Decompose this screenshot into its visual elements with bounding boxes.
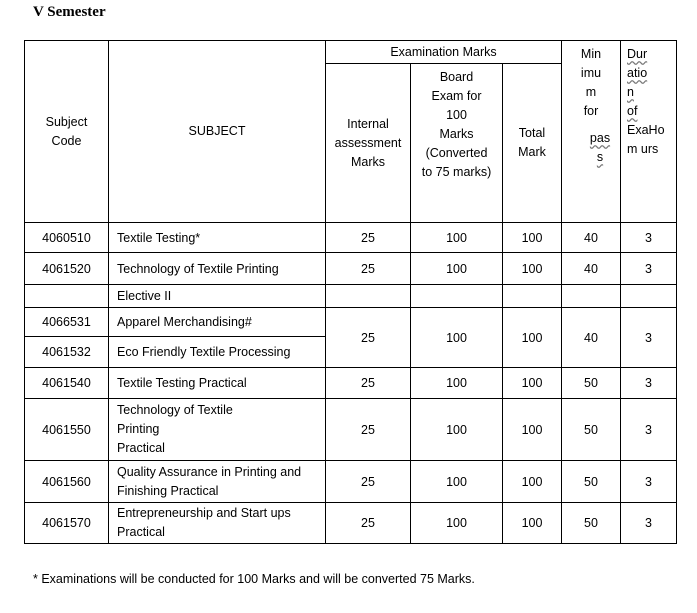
table-row: 4061570 Entrepreneurship and Start ups Practical 25 100 100 50 3 (25, 503, 677, 544)
header-min-pass: Min imu m for pas s (562, 41, 621, 223)
header-board: Board Exam for 100 Marks (Converted to 75 marks) (411, 64, 503, 223)
header-internal: Internal assessment Marks (326, 64, 411, 223)
table-row: 4061540 Textile Testing Practical 25 100 100 50 3 (25, 368, 677, 399)
table-row: 4060510 Textile Testing* 25 100 100 40 3 (25, 223, 677, 253)
header-duration: Dur atio n of ExaHo m urs (621, 41, 677, 223)
footnote: * Examinations will be conducted for 100 Marks and will be converted 75 Marks. (33, 572, 475, 586)
elective-label: Elective II (109, 285, 326, 308)
header-subject: SUBJECT (109, 41, 326, 223)
marks-table (24, 40, 677, 544)
table-row: 4061550 Technology of Textile Printing Practical 25 100 100 50 3 (25, 399, 677, 461)
header-exam-marks: Examination Marks (326, 41, 562, 64)
header-subject-code: Subject Code (25, 41, 109, 223)
header-total: Total Mark (503, 64, 562, 223)
table-row: 4066531 Apparel Merchandising# 25 100 100 40 3 (25, 308, 677, 337)
elective-row (25, 285, 677, 308)
semester-heading: V Semester (33, 4, 106, 20)
table-row: 4061520 Technology of Textile Printing 25 100 100 40 3 (25, 253, 677, 285)
table-row: 4061560 Quality Assurance in Printing and Finishing Practical 25 100 100 50 3 (25, 461, 677, 503)
table-row: 4061532 Eco Friendly Textile Processing (25, 337, 677, 368)
